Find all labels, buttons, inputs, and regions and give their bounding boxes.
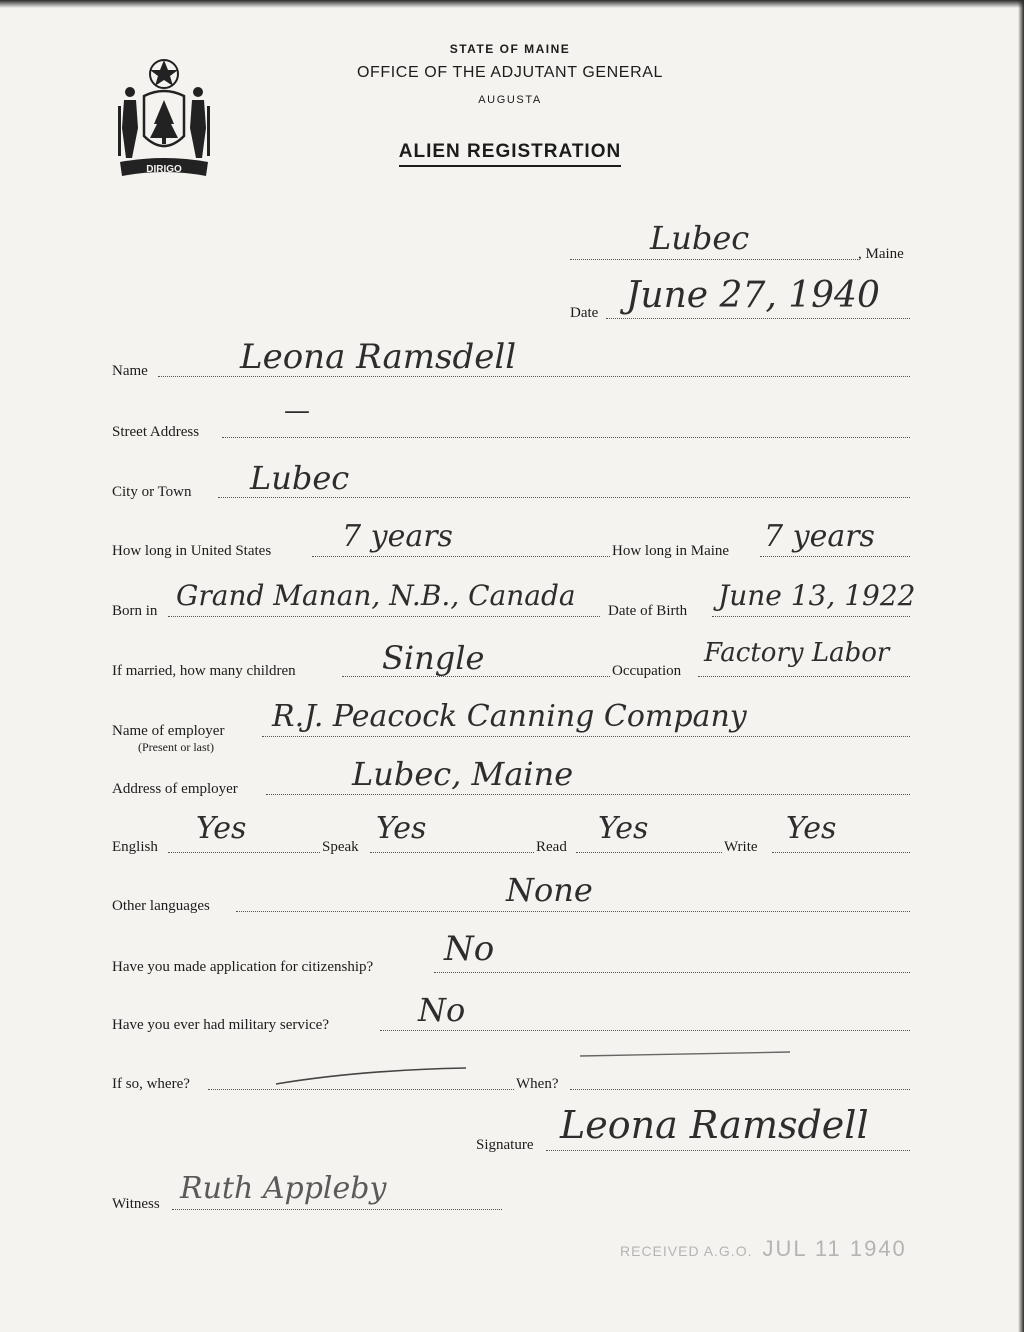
- employer-sublabel: (Present or last): [138, 740, 214, 754]
- dob-line: [712, 616, 910, 617]
- name-value: Leona Ramsdell: [240, 337, 517, 377]
- occupation-line: [698, 676, 910, 677]
- occupation-label: Occupation: [612, 663, 682, 679]
- maine-time-value: 7 years: [764, 519, 875, 554]
- citizenship-line: [434, 972, 910, 973]
- maine-label: , Maine: [858, 246, 904, 262]
- maine-time-line: [760, 556, 910, 557]
- other-languages-line: [236, 911, 910, 912]
- signature-label: Signature: [476, 1137, 534, 1153]
- signature-line: [546, 1150, 910, 1151]
- when-label: When?: [516, 1076, 559, 1092]
- witness-line: [172, 1209, 502, 1210]
- seal-motto: DIRIGO: [146, 164, 182, 175]
- street-value: —: [284, 396, 310, 426]
- street-label: Street Address: [112, 424, 200, 440]
- where-label: If so, where?: [112, 1076, 190, 1092]
- occupation-value: Factory Labor: [704, 638, 890, 668]
- speak-label: Speak: [322, 839, 359, 855]
- military-line: [380, 1030, 910, 1031]
- city-label: City or Town: [112, 484, 192, 500]
- speak-line: [370, 852, 534, 853]
- name-label: Name: [112, 363, 148, 379]
- other-languages-label: Other languages: [112, 898, 210, 914]
- employer-line: [262, 736, 910, 737]
- scan-edge-top: [0, 0, 1024, 8]
- military-label: Have you ever had military service?: [112, 1017, 329, 1033]
- employer-address-line: [266, 794, 910, 795]
- received-stamp: [620, 1236, 907, 1262]
- witness-value: Ruth Appleby: [180, 1171, 387, 1206]
- scan-edge-right: [1018, 0, 1024, 1332]
- citizenship-label: Have you made application for citizenship?: [112, 959, 374, 975]
- form-title: ALIEN REGISTRATION: [300, 141, 720, 163]
- state-heading: STATE OF MAINE: [449, 42, 571, 56]
- date-value: June 27, 1940: [626, 275, 880, 316]
- employer-label: Name of employer: [112, 723, 225, 739]
- other-languages-value: None: [506, 871, 593, 909]
- town-line: [570, 259, 858, 260]
- english-label: English: [112, 839, 158, 855]
- town-value: Lubec: [650, 219, 750, 257]
- us-line: [312, 556, 610, 557]
- born-value: Grand Manan, N.B., Canada: [176, 579, 576, 612]
- employer-address-label: Address of employer: [112, 781, 238, 797]
- dob-value: June 13, 1922: [718, 579, 916, 612]
- us-value: 7 years: [342, 519, 453, 554]
- english-value: Yes: [196, 811, 247, 846]
- married-label: If married, how many children: [112, 663, 296, 679]
- maine-time-label: How long in Maine: [612, 543, 730, 559]
- children-value: Single: [382, 639, 485, 677]
- witness-label: Witness: [112, 1196, 160, 1212]
- read-label: Read: [536, 839, 567, 855]
- english-line: [168, 852, 320, 853]
- us-label: How long in United States: [112, 543, 272, 559]
- write-line: [772, 852, 910, 853]
- received-stamp-date: JUL 11 1940: [762, 1236, 907, 1261]
- office-heading: OFFICE OF THE ADJUTANT GENERAL: [356, 64, 664, 81]
- read-value: Yes: [598, 811, 649, 846]
- read-line: [576, 852, 722, 853]
- employer-address-value: Lubec, Maine: [352, 755, 574, 793]
- born-label: Born in: [112, 603, 158, 619]
- citizenship-value: No: [444, 929, 495, 969]
- state-of-maine-seal-icon: [110, 58, 218, 186]
- date-label: Date: [570, 305, 599, 321]
- city-value: Lubec: [250, 459, 350, 497]
- born-line: [168, 616, 600, 617]
- write-value: Yes: [786, 811, 837, 846]
- signature-value: Leona Ramsdell: [560, 1103, 869, 1147]
- where-when-strike-lines: [270, 1048, 810, 1092]
- city-line: [218, 497, 910, 498]
- city-heading: AUGUSTA: [478, 94, 542, 106]
- received-stamp-label: RECEIVED A.G.O.: [620, 1243, 753, 1259]
- street-line: [222, 437, 910, 438]
- dob-label: Date of Birth: [608, 603, 688, 619]
- employer-value: R.J. Peacock Canning Company: [272, 699, 747, 734]
- speak-value: Yes: [376, 811, 427, 846]
- date-line: [606, 318, 910, 319]
- write-label: Write: [724, 839, 758, 855]
- military-value: No: [418, 991, 466, 1029]
